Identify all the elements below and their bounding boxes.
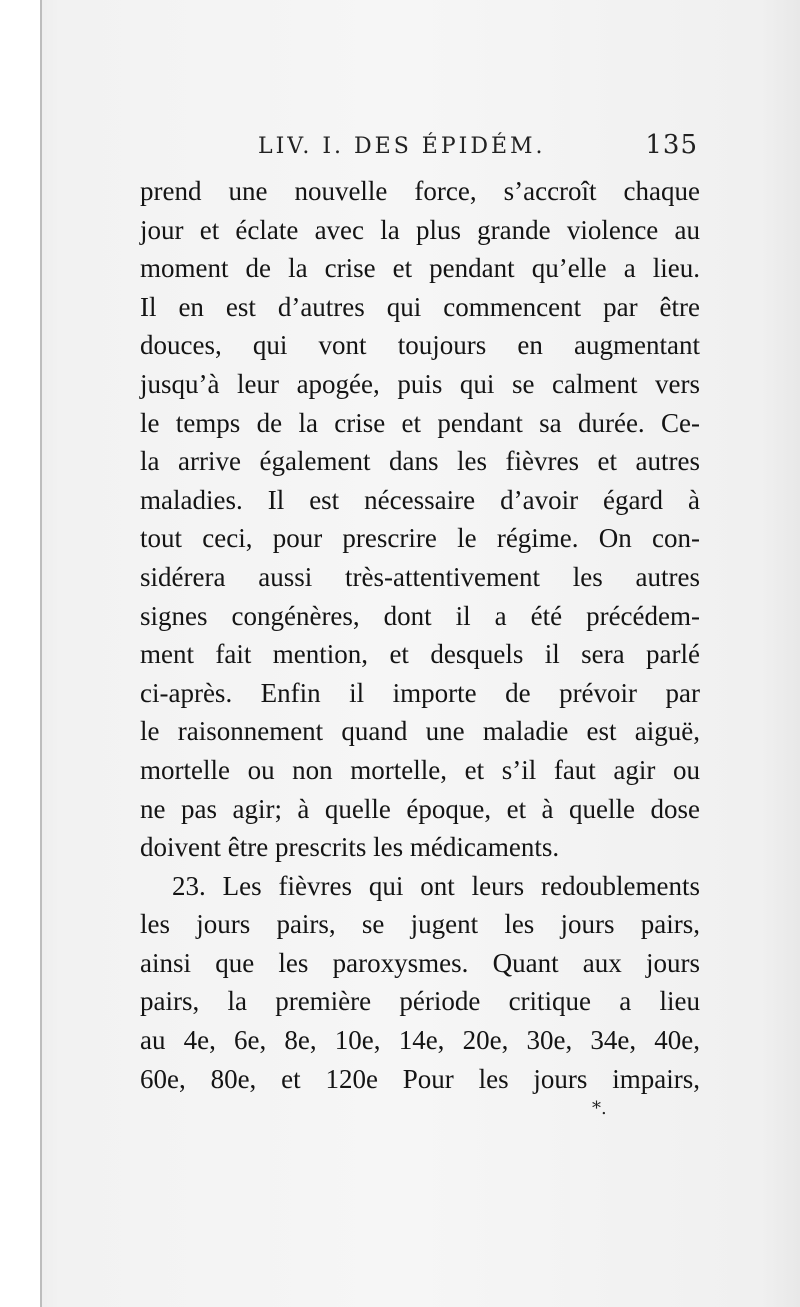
text-line: jour et éclate avec la plus grande violence au [140, 214, 700, 245]
text-line: les jours pairs, se jugent les jours pairs, [140, 909, 700, 940]
text-line: moment de la crise et pendant qu’elle a lieu. [140, 253, 700, 284]
text-line: jusqu’à leur apogée, puis qui se calment vers [140, 368, 700, 399]
text-line: pairs, la première période critique a lieu [140, 986, 700, 1017]
text-line: signes congénères, dont il a été précédem- [140, 600, 700, 631]
text-line: ne pas agir; à quelle époque, et à quelle dose [140, 793, 700, 824]
text-line: tout ceci, pour prescrire le régime. On con- [140, 523, 700, 554]
paragraph-start-line: 23. Les fièvres qui ont leurs redoublements [172, 870, 700, 901]
text-line: ment fait mention, et desquels il sera parlé [140, 639, 700, 670]
text-line: prend une nouvelle force, s’accroît chaque [140, 176, 700, 206]
text-line: ainsi que les paroxysmes. Quant aux jours [140, 947, 700, 978]
signature-mark: *. [592, 1098, 607, 1119]
text-line: ci-après. Enfin il importe de prévoir par [140, 677, 700, 708]
text-line: au 4e, 6e, 8e, 10e, 14e, 20e, 30e, 34e, 40e, [140, 1025, 700, 1056]
body-text [140, 172, 700, 1098]
page-left-edge [0, 0, 42, 1307]
text-line: la arrive également dans les fièvres et autres [140, 446, 700, 477]
text-line: doivent être prescrits les médicaments. [140, 832, 560, 863]
text-line: douces, qui vont toujours en augmentant [140, 330, 700, 361]
page-number: 135 [645, 130, 698, 160]
page-header [258, 128, 698, 168]
text-line: le temps de la crise et pendant sa durée. Ce- [140, 407, 700, 438]
running-head: LIV. I. DES ÉPIDÉM. [258, 134, 546, 159]
text-line: 60e, 80e, et 120e Pour les jours impairs, [140, 1063, 700, 1094]
text-line: Il en est d’autres qui commencent par être [140, 291, 700, 322]
text-line: le raisonnement quand une maladie est aiguë, [140, 716, 700, 747]
text-line: maladies. Il est nécessaire d’avoir égard à [140, 484, 700, 515]
text-line: mortelle ou non mortelle, et s’il faut agir ou [140, 754, 700, 785]
text-line: sidérera aussi très-attentivement les autres [140, 561, 700, 592]
